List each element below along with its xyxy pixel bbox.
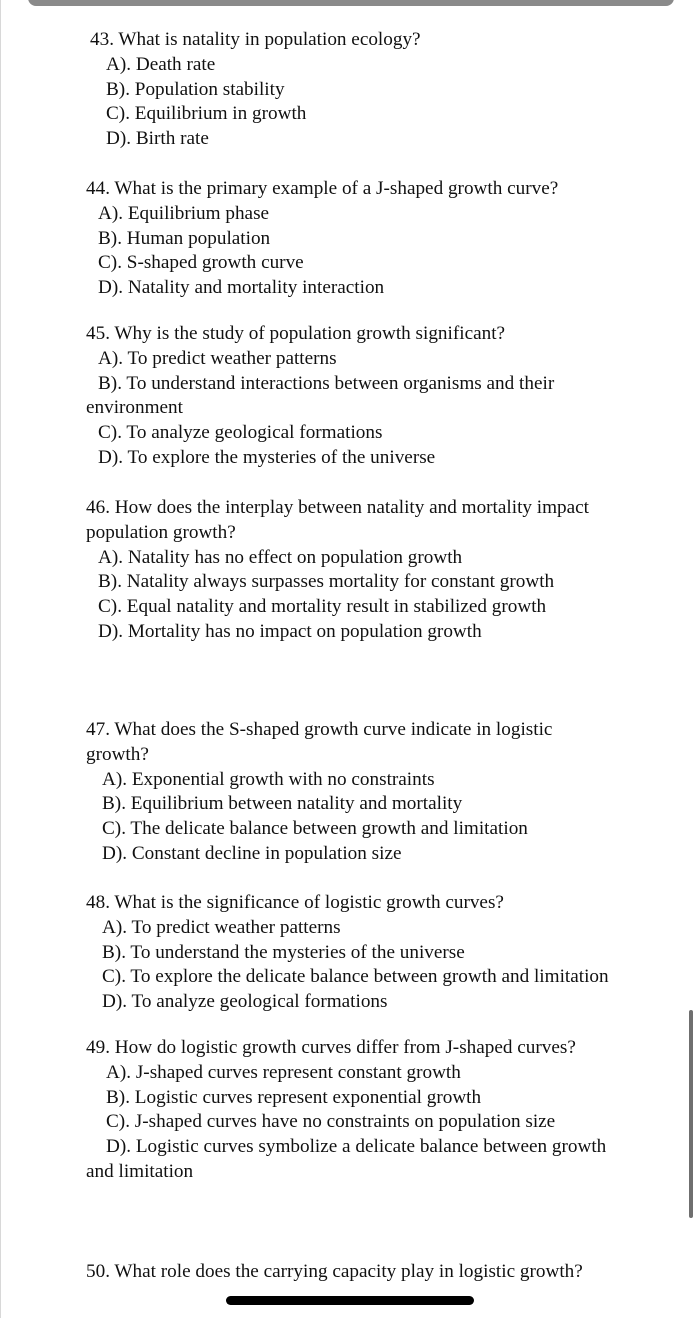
top-status-bar: [28, 0, 674, 6]
question-44-option-d: D). Natality and mortality interaction: [98, 277, 385, 299]
question-46-option-b: B). Natality always surpasses mortality for constant growth: [98, 571, 555, 593]
question-46-option-a: A). Natality has no effect on population growth: [98, 546, 463, 568]
question-44-option-c: C). S-shaped growth curve: [98, 252, 304, 274]
question-49-option-c: C). J-shaped curves have no constraints on population size: [106, 1111, 556, 1133]
question-44-option-a: A). Equilibrium phase: [98, 202, 270, 224]
question-45-option-a: A). To predict weather patterns: [98, 347, 337, 369]
question-43-text: 43. What is natality in population ecology?: [90, 29, 421, 50]
question-47-option-d: D). Constant decline in population size: [102, 842, 402, 864]
question-48-option-c: C). To explore the delicate balance between growth and limitation: [102, 966, 609, 988]
vertical-scrollbar[interactable]: [689, 1010, 693, 1218]
question-46-option-d: D). Mortality has no impact on population growth: [98, 620, 482, 642]
question-43-option-b: B). Population stability: [106, 78, 285, 100]
question-44: [0, 177, 620, 301]
question-49-option-a: A). J-shaped curves represent constant growth: [106, 1061, 461, 1083]
question-45-option-c: C). To analyze geological formations: [98, 422, 383, 444]
question-46-text: 46. How does the interplay between natality and mortality impact population growth?: [86, 497, 589, 543]
question-45-text: 45. Why is the study of population growth significant?: [86, 323, 506, 344]
home-indicator[interactable]: [226, 1296, 474, 1305]
question-49-text: 49. How do logistic growth curves differ from J-shaped curves?: [86, 1037, 576, 1058]
question-47-text: 47. What does the S-shaped growth curve indicate in logistic growth?: [86, 719, 553, 765]
question-48-option-b: B). To understand the mysteries of the universe: [102, 941, 465, 963]
question-44-option-b: B). Human population: [98, 227, 271, 249]
question-48-option-d: D). To analyze geological formations: [102, 991, 388, 1013]
question-48-option-a: A). To predict weather patterns: [102, 916, 341, 938]
question-43-option-c: C). Equilibrium in growth: [106, 103, 307, 125]
question-48-text: 48. What is the significance of logistic growth curves?: [86, 892, 504, 913]
question-44-text: 44. What is the primary example of a J-shaped growth curve?: [86, 178, 559, 199]
question-45-option-b: B). To understand interactions between organisms and their environment: [86, 372, 555, 419]
question-43-option-d: D). Birth rate: [106, 128, 209, 150]
question-47-option-a: A). Exponential growth with no constraints: [102, 768, 435, 790]
question-47: [0, 718, 620, 867]
question-45: [0, 322, 620, 471]
question-48: [0, 891, 620, 1015]
question-49: [0, 1036, 620, 1185]
question-47-option-c: C). The delicate balance between growth and limitation: [102, 818, 528, 840]
question-49-option-b: B). Logistic curves represent exponential growth: [106, 1086, 482, 1108]
question-47-option-b: B). Equilibrium between natality and mortality: [102, 793, 463, 815]
question-46-option-c: C). Equal natality and mortality result in stabilized growth: [98, 596, 547, 618]
question-43: [0, 28, 620, 152]
question-43-option-a: A). Death rate: [106, 53, 216, 75]
question-50-text: 50. What role does the carrying capacity play in logistic growth?: [86, 1261, 583, 1282]
question-46: [0, 496, 620, 645]
question-49-option-d: D). Logistic curves symbolize a delicate balance between growth and limitation: [86, 1136, 607, 1182]
question-50: [0, 1260, 620, 1285]
question-45-option-d: D). To explore the mysteries of the universe: [98, 446, 436, 468]
